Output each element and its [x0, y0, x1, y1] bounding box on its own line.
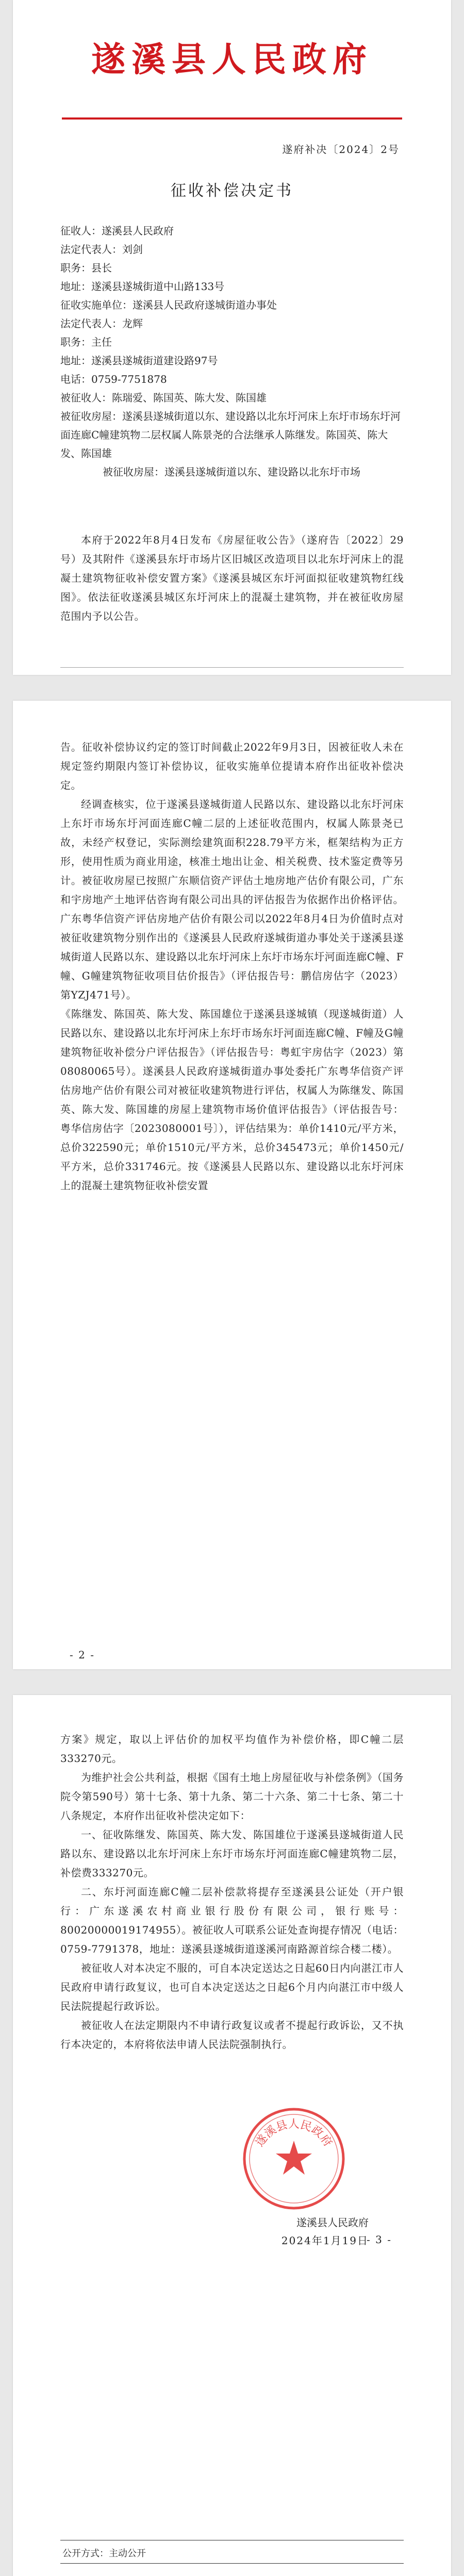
body-paragraph: 被征收人对本决定不服的，可自本决定送达之日起60日内向湛江市人民政府申请行政复议，也可自本决定送达之日起6个月内向湛江市中级人民法院提起行政诉讼。 [60, 1962, 404, 2012]
party-line: 被征收房屋：遂溪县遂城街道以东、建设路以北东圩河床上东圩市场东圩河面连廊C幢建筑物二层权属人陈景尧的合法继承人陈继发。陈国英、陈大发、陈国雄 [60, 410, 401, 460]
party-line: 职务：主任 [60, 336, 112, 348]
body-paragraph: 二、东圩河面连廊C幢二层补偿款将提存至遂溪县公证处（开户银行：广东遂溪农村商业银行股份有限公司，银行账号：80020000019174955）。被征收人可联系公证处查询提存情况（电话：0759-7791378，地址：遂溪县遂城街道遂溪河南路源首综合楼二楼）。 [60, 1886, 404, 1955]
party-line: 被征收人：陈瑞爱、陈国英、陈大发、陈国雄 [60, 392, 267, 404]
document-number: 遂府补决〔2024〕2号 [282, 143, 400, 156]
signature-date: 2024年1月19日 [281, 2234, 369, 2247]
body-paragraph: 为维护社会公共利益，根据《国有土地上房屋征收与补偿条例》（国务院令第590号）第十七条、第十九条、第二十六条、第二十七条、第二十八条规定，本府作出征收补偿决定如下： [60, 1771, 404, 1822]
page-number: - 2 - [70, 1649, 95, 1661]
parties-block [60, 222, 404, 481]
party-line: 法定代表人：刘剑 [60, 243, 143, 256]
page-bottom-edge [60, 667, 404, 668]
body-paragraph: 方案》规定，取以上评估价的加权平均值作为补偿价格，即C幢二层333270元。 [60, 1733, 404, 1765]
red-divider-line [62, 117, 402, 120]
document-page-2 [13, 701, 451, 1669]
document-page-1 [13, 0, 451, 675]
footer-rule-bottom [60, 2563, 404, 2564]
official-seal-icon [240, 2105, 348, 2213]
page3-body [60, 1730, 404, 2054]
party-line: 法定代表人：龙辉 [60, 317, 143, 330]
body-paragraph: 经调查核实，位于遂溪县遂城街道人民路以东、建设路以北东圩河床上东圩市场东圩河面连廊C幢二层的上述征收范围内，权属人陈景尧已故，未经产权登记，实际测绘建筑面积228.79平方米，框架结构为正方形，使用性质为商业用途，核准土地出让金、相关税费、技术鉴定费等另计。被征收房屋已按照广东顺信资产评估土地房地产估价有限公司，广东和宇房地产土地评估咨询有限公司出具的评估报告为依据作出价格评估。广东粤华信资产评估房地产估价有限公司以2022年8月4日为价值时点对被征收建筑物分别作出的《遂溪县人民政府遂城街道办事处关于遂溪县遂城街道人民路以东、建设路以北东圩河床上东圩市场东圩河面连廊C幢、F幢、G幢建筑物征收项目估价报告》（评估报告号：鹏信房估字（2023）第YZJ471号）。 [60, 798, 404, 1001]
body-paragraph: 一、征收陈继发、陈国英、陈大发、陈国雄位于遂溪县遂城街道人民路以东、建设路以北东圩河床上东圩市场东圩河面连廊C幢建筑物二层，补偿费333270元。 [60, 1828, 404, 1879]
party-line: 征收实施单位：遂溪县人民政府遂城街道办事处 [60, 299, 277, 311]
party-line: 地址：遂溪县遂城街道中山路133号 [60, 280, 225, 293]
svg-text:遂溪县人民政府: 遂溪县人民政府 [253, 2118, 335, 2149]
page2-body [60, 738, 404, 1195]
signer-name: 遂溪县人民政府 [296, 2216, 369, 2229]
party-line: 职务：县长 [60, 262, 112, 274]
page-number: - 3 - [367, 2233, 392, 2246]
party-line: 征收人：遂溪县人民政府 [60, 225, 174, 237]
body-paragraph: 告。征收补偿协议约定的签订时间截止2022年9月3日，因被征收人未在规定签约期限内签订补偿协议，征收实施单位提请本府作出征收补偿决定。 [60, 741, 404, 791]
disclosure-method: 公开方式：主动公开 [62, 2548, 146, 2559]
body-paragraph: 本府于2022年8月4日发布《房屋征收公告》（遂府告〔2022〕29号）及其附件《遂溪县东圩市场片区旧城区改造项目以北东圩河床上的混凝土建筑物征收补偿安置方案》《遂溪县城区东圩河面拟征收建筑物红线图》。依法征收遂溪县城区东圩河床上的混凝土建筑物，并在被征收房屋范围内予以公告。 [60, 534, 404, 622]
document-page-3 [13, 1695, 451, 2576]
party-line: 地址：遂溪县遂城街道建设路97号 [60, 354, 218, 367]
party-line: 被征收房屋：遂溪县遂城街道以东、建设路以北东圩市场 [103, 466, 360, 478]
body-paragraph: 《陈继发、陈国英、陈大发、陈国雄位于遂溪县遂城镇（现遂城街道）人民路以东、建设路以北东圩河床上东圩市场东圩河面连廊C幢、F幢及G幢建筑物征收补偿分户评估报告》（评估报告号：粤虹宇房估字（2023）第08080065号）。遂溪县人民政府遂城街道办事处委托广东粤华信资产评估房地产估价有限公司对被征收建筑物进行评估，权属人为陈继发、陈国英、陈大发、陈国雄的房屋上建筑物市场价值评估报告》（评估报告号：粤华信房估字〔2023080001号〕），评估结果为：单价1410元/平方米，总价322590元；单价1510元/平方米，总价345473元；单价1450元/平方米，总价331746元。按《遂溪县人民路以东、建设路以北东圩河床上的混凝土建筑物征收补偿安置 [60, 1008, 404, 1192]
body-paragraph: 被征收人在法定期限内不申请行政复议或者不提起行政诉讼，又不执行本决定的，本府将依法申请人民法院强制执行。 [60, 2019, 404, 2050]
signature-block [281, 2214, 369, 2247]
document-title: 征收补偿决定书 [171, 182, 293, 200]
government-header: 遂溪县人民政府 [91, 39, 373, 79]
page1-body [60, 531, 404, 626]
party-line: 电话：0759-7751878 [60, 373, 167, 385]
